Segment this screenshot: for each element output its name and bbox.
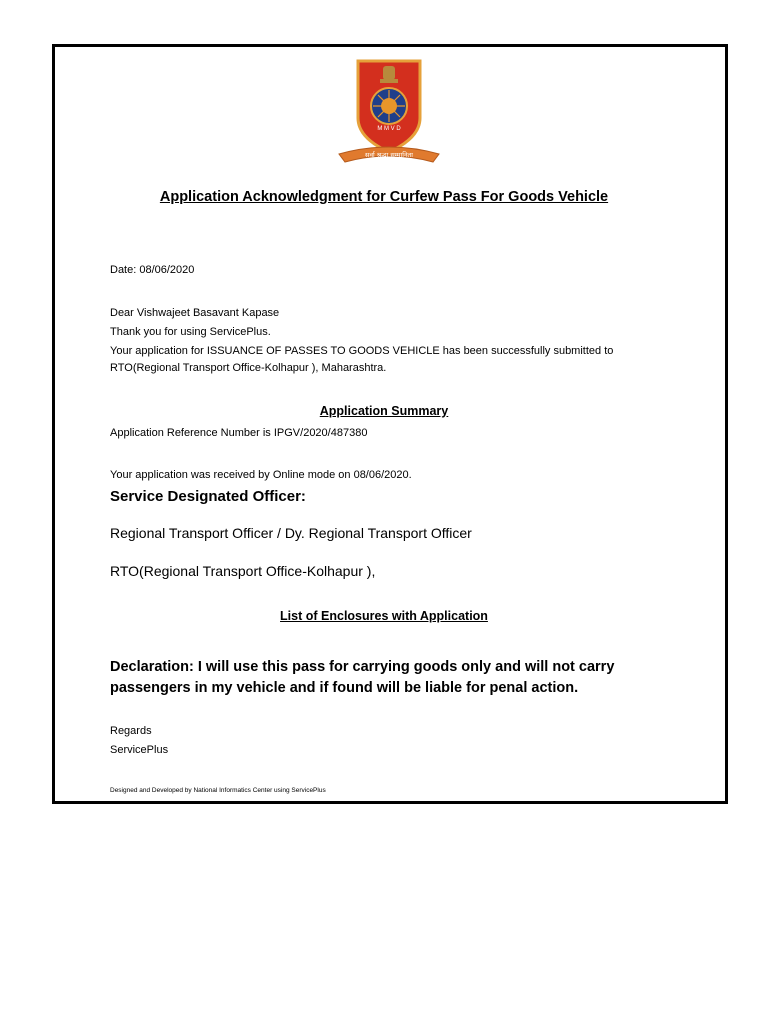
greeting: Dear Vishwajeet Basavant Kapase — [110, 307, 280, 319]
summary-heading: Application Summary — [319, 404, 449, 418]
page-title: Application Acknowledgment for Curfew Pass For Goods Vehicle — [159, 189, 609, 205]
received-line: Your application was received by Online mode on 08/06/2020. — [110, 469, 412, 481]
regards: Regards — [110, 725, 152, 737]
mmvd-emblem-logo — [333, 56, 445, 168]
thanks-line: Thank you for using ServicePlus. — [110, 326, 271, 338]
message-line-2: RTO(Regional Transport Office-Kolhapur ), Maharashtra. — [110, 362, 387, 374]
officer-heading: Service Designated Officer: — [110, 488, 306, 505]
enclosures-heading: List of Enclosures with Application — [280, 609, 488, 623]
officer-office: RTO(Regional Transport Office-Kolhapur ), — [110, 563, 376, 579]
footer-credit: Designed and Developed by National Informatics Center using ServicePlus — [110, 787, 326, 794]
date-line: Date: 08/06/2020 — [110, 264, 195, 276]
reference-line: Application Reference Number is IPGV/2020/487380 — [110, 427, 368, 439]
declaration: Declaration: I will use this pass for carrying goods only and will not carry passengers in my vehicle and if found will be liable for penal action. — [110, 659, 615, 696]
svg-text:सर्वा श्रद्धा सम्मानिता: सर्वा श्रद्धा सम्मानिता — [365, 151, 413, 159]
officer-title: Regional Transport Officer / Dy. Regional Transport Officer — [110, 525, 472, 541]
svg-text:M M V D: M M V D — [377, 126, 401, 132]
signature: ServicePlus — [110, 744, 169, 756]
message-line-1: Your application for ISSUANCE OF PASSES TO GOODS VEHICLE has been successfully submitted to — [110, 345, 614, 357]
